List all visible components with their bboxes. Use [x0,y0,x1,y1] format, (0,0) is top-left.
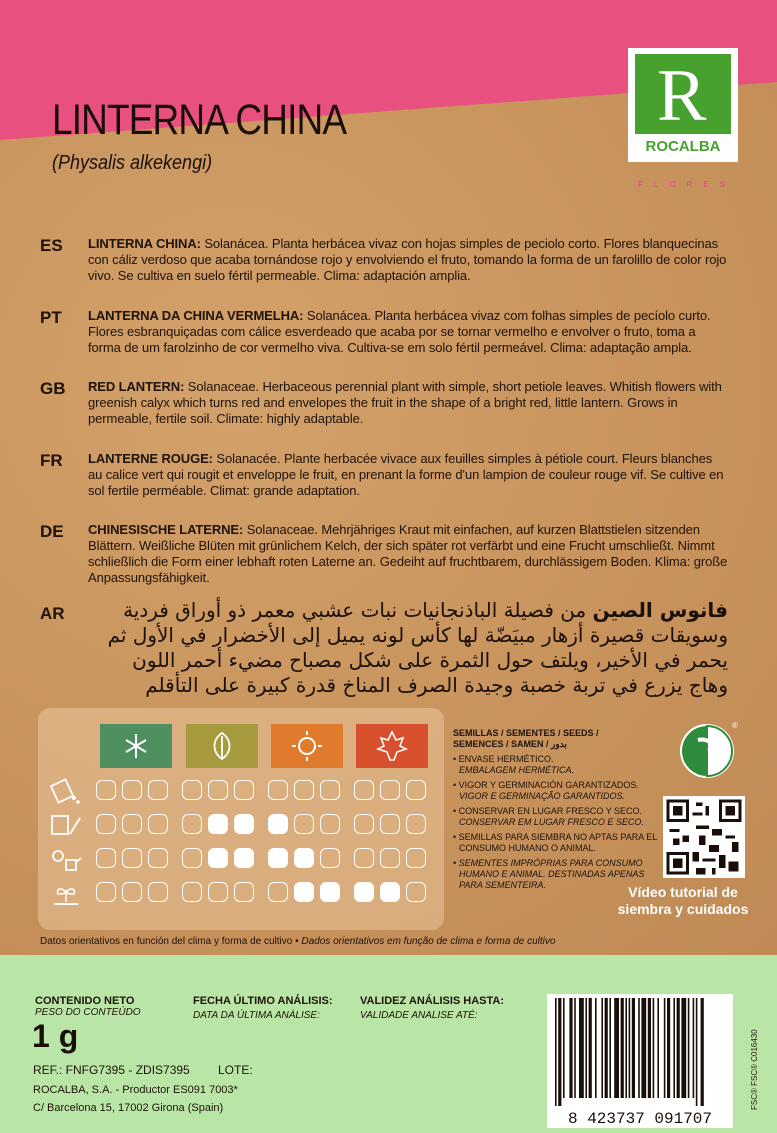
logo-name: ROCALBA [645,138,721,155]
barcode-bar [641,998,646,1098]
barcode-bar [621,998,624,1098]
maple-leaf-icon [356,724,428,768]
barcode [547,994,733,1114]
seeds-heading-1: SEMILLAS / SEMENTES / SEEDS / [453,728,599,738]
seed-info [453,728,663,891]
brand-logo [628,48,738,189]
seed-item-pt: VIGOR E GERMINAÇÃO GARANTIDOS. [459,791,626,801]
barcode-bar [563,998,565,1098]
calendar-cell [96,814,116,834]
calendar-cell [406,882,426,902]
description-de [88,522,728,586]
calendar-cell [354,780,374,800]
scientific-name: (Physalis alkekengi) [52,152,213,174]
calendar-cell [234,848,254,868]
reference-code: REF.: FNFG7395 - ZDIS7395 [33,1063,190,1077]
calendar-cell [354,848,374,868]
desc-text: Solanaceae. Herbaceous perennial plant with simple, short petiole leaves. Whitish flowers with greenish calyx which turns red and envelopes the fruit in the shape of a bright red, little lantern. Grows in permeable, fertile soil. Climate: highly adaptable. [88,379,722,426]
calendar-cell [148,848,168,868]
calendar-cell [182,882,202,902]
lang-code-de: DE [40,522,64,541]
calendar-cell [354,814,374,834]
snowflake-icon [100,724,172,768]
lang-code-ar: AR [40,604,65,623]
barcode-bar [601,998,603,1098]
desc-text: Solanaceae. Mehrjähriges Kraut mit einfachen, auf kurzen Blattstielen sitzenden Blättern. Weißliche Blüten mit grünlichem Kelch, der sich später rot verfärbt und eine Frucht umschließt. Nimmt schließlich die Form einer lebhaft roten Laterne an. Gedeiht auf fruchtbarem, durchlässigem Boden. Klima: große Anpassungsfähigkeit. [88,522,728,585]
desc-text: من فصيلة الباذنجانيات نبات عشبي معمر ذو أوراق فردية وسويقات قصيرة أزهار مبيَضّة لها كأس لونه يميل إلى الأخضرار في الأول ثم يحمر في الأخير، ويلتف حول الثمرة على شكل مصباح مضيء أحمر اللون وهاج يزرع في تربة خصبة وجيدة الصرف المناخ قدرة كبيرة على التأقلم [107,598,728,697]
seed-item-pt: EMBALAGEM HERMÉTICA. [459,765,575,775]
barcode-bar [688,998,690,1098]
calendar-cell [268,780,288,800]
barcode-bar [667,998,670,1098]
desc-name: فانوس الصين [592,598,728,622]
calendar-cell [182,814,202,834]
net-content-label: CONTENIDO NETO [35,995,135,1007]
desc-name: LANTERNE ROUGE: [88,451,213,466]
seed-item: • SEMENTES IMPRÓPRIAS PARA CONSUMO HUMANO E ANIMAL. DESTINADAS APENAS PARA SEMENTEIRA. [453,858,645,890]
desc-name: LANTERNA DA CHINA VERMELHA: [88,308,304,323]
barcode-bar [585,998,587,1098]
seed-item: • SEMILLAS PARA SIEMBRA NO APTAS PARA EL CONSUMO HUMANO O ANIMAL. [453,832,657,853]
barcode-bar [696,998,698,1106]
calendar-cell [122,780,142,800]
seed-item-es: SEMENTES IMPRÓPRIAS PARA CONSUMO HUMANO E ANIMAL. DESTINADAS APENAS PARA SEMENTEIRA. [458,858,645,890]
logo-subtitle: FLORES [638,180,737,189]
calendar-cell [320,780,340,800]
calendar-cell [294,780,314,800]
desc-name: CHINESISCHE LATERNE: [88,522,244,537]
calendar-cell [354,882,374,902]
calendar-cell [320,882,340,902]
calendar-cell [208,882,228,902]
calendar-cell [380,882,400,902]
calendar-cell [406,814,426,834]
calendar-cell [320,814,340,834]
barcode-bar [653,998,655,1098]
calendar-footnote [40,936,555,947]
seed-item-pt: CONSERVAR EM LUGAR FRESCO E SECO. [459,817,644,827]
barcode-bar [638,998,640,1098]
calendar-cell [294,848,314,868]
barcode-bar [701,998,704,1106]
qr-code-icon[interactable] [663,796,745,878]
barcode-bar [614,998,619,1098]
barcode-bar [569,998,572,1098]
fsc-mark: FSC® FSC® C016430 [750,1029,759,1110]
calendar-cell [208,848,228,868]
analysis-date-label: FECHA ÚLTIMO ANÁLISIS: [193,995,333,1007]
barcode-bar [605,998,608,1098]
desc-name: RED LANTERN: [88,379,185,394]
description-es [88,236,728,284]
footnote-pt: Dados orientativos em função de clima e forma de cultivo [298,936,556,947]
seeds-heading-2: SEMENCES / SAMEN / بدور [453,739,567,749]
barcode-bar [677,998,680,1098]
barcode-bar [574,998,576,1098]
description-fr [88,451,728,499]
producer-address: C/ Barcelona 15, 17002 Girona (Spain) [33,1102,224,1114]
sowing-tray-icon [50,812,82,840]
calendar-cell [208,814,228,834]
barcode-bar [609,998,611,1098]
validity-label-pt: VALIDADE ANALISE ATÉ: [360,1010,478,1021]
calendar-cell [122,848,142,868]
barcode-bar [629,998,631,1098]
net-weight: 1 g [32,1018,79,1054]
lot-label: LOTE: [218,1063,253,1077]
calendar-cell [268,882,288,902]
calendar-cell [294,882,314,902]
barcode-bar [664,998,666,1098]
barcode-bars [547,994,733,1106]
calendar-cell [320,848,340,868]
calendar-cell [148,780,168,800]
barcode-digits: 8 423737 091707 [547,1110,733,1128]
watering-can-icon [50,846,82,874]
sun-icon [271,724,343,768]
calendar-cell [380,848,400,868]
calendar-cell [380,814,400,834]
barcode-bar [632,998,635,1098]
calendar-cell [208,780,228,800]
barcode-bar [648,998,651,1098]
seed-item: • ENVASE HERMÉTICO. EMBALAGEM HERMÉTICA. [453,754,575,775]
calendar-cell [148,814,168,834]
barcode-bar [625,998,627,1098]
calendar-cell [122,814,142,834]
validity-label: VALIDEZ ANÁLISIS HASTA: [360,995,505,1007]
description-gb [88,379,728,427]
desc-name: LINTERNA CHINA: [88,236,201,251]
product-title: LINTERNA CHINA [52,96,347,144]
green-dot-recycle-icon [678,718,740,780]
calendar-cell [148,882,168,902]
barcode-bar [595,998,597,1098]
calendar-cell [96,780,116,800]
desc-text: Solanácea. Planta herbácea vivaz con hojas simples de peciolo corto. Flores blanquecinas con cáliz verdoso que acaba tornándose rojo y envolviendo el fruto, tomando la forma de un farolillo de color rojo vivo. Se cultiva en suelo fértil permeable. Clima: adaptación amplia. [88,236,727,283]
seed-item: • VIGOR Y GERMINACIÓN GARANTIZADOS. VIGOR E GERMINAÇÃO GARANTIDOS. [453,780,639,801]
calendar-cell [294,814,314,834]
desc-text: Solanácea. Planta herbácea vivaz com folhas simples de pecíolo curto. Flores esbranquiçadas com cálice esverdeado que acaba por se tornar vermelho e envolver o fruto, toma a forma de um farolzinho de cor vermelho viva. Cultiva-se em solo fértil permeável. Clima: adaptação ampla. [88,308,711,355]
barcode-bar [589,998,592,1098]
seed-item-es: CONSERVAR EN LUGAR FRESCO Y SECO. [458,806,643,816]
description-ar [88,598,728,698]
barcode-bar [693,998,695,1098]
lang-code-fr: FR [40,451,63,470]
calendar-cell [268,848,288,868]
leaf-icon [186,724,258,768]
analysis-date-label-pt: DATA DA ÚLTIMA ANÁLISE: [193,1010,320,1021]
seed-item-es: SEMILLAS PARA SIEMBRA NO APTAS PARA EL CONSUMO HUMANO O ANIMAL. [458,832,657,853]
calendar-cell [182,848,202,868]
seed-item-es: VIGOR Y GERMINACIÓN GARANTIZADOS. [458,780,639,790]
svg-text:®: ® [732,721,738,730]
logo-letter: R [657,55,707,137]
calendar-cell [96,848,116,868]
growing-calendar [38,708,444,930]
calendar-cell [234,780,254,800]
calendar-cell [380,780,400,800]
video-tutorial-label[interactable]: Vídeo tutorial de siembra y cuidados [617,884,749,917]
net-content-label-pt: PESO DO CONTEÚDO [35,1007,141,1018]
seed-bag-icon [50,778,82,806]
plant-hand-icon [50,880,82,908]
calendar-cell [406,780,426,800]
footnote-es: Datos orientativos en función del clima y forma de cultivo • [40,936,299,947]
description-pt [88,308,728,356]
calendar-cell [96,882,116,902]
calendar-cell [234,882,254,902]
barcode-bar [673,998,675,1098]
seed-item: • CONSERVAR EN LUGAR FRESCO Y SECO. CONSERVAR EM LUGAR FRESCO E SECO. [453,806,644,827]
barcode-bar [558,998,561,1106]
lang-code-gb: GB [40,379,66,398]
calendar-cell [268,814,288,834]
desc-text: Solanacée. Plante herbacée vivace aux feuilles simples à pétiole court. Fleurs blanches au calice vert qui rougit et enveloppe le fruit, en prenant la forme d'un lampion de couleur rouge vif. Se cultive en sol fertile perméable. Climat: grande adaptation. [88,451,724,498]
barcode-bar [555,998,557,1106]
calendar-cell [234,814,254,834]
lang-code-pt: PT [40,308,62,327]
lang-code-es: ES [40,236,63,255]
barcode-bar [579,998,584,1098]
producer-info: ROCALBA, S.A. - Productor ES091 7003* [33,1084,238,1096]
barcode-bar [681,998,686,1098]
calendar-cell [406,848,426,868]
calendar-cell [182,780,202,800]
barcode-bar [657,998,659,1098]
calendar-cell [122,882,142,902]
seed-item-es: ENVASE HERMÉTICO. [458,754,554,764]
